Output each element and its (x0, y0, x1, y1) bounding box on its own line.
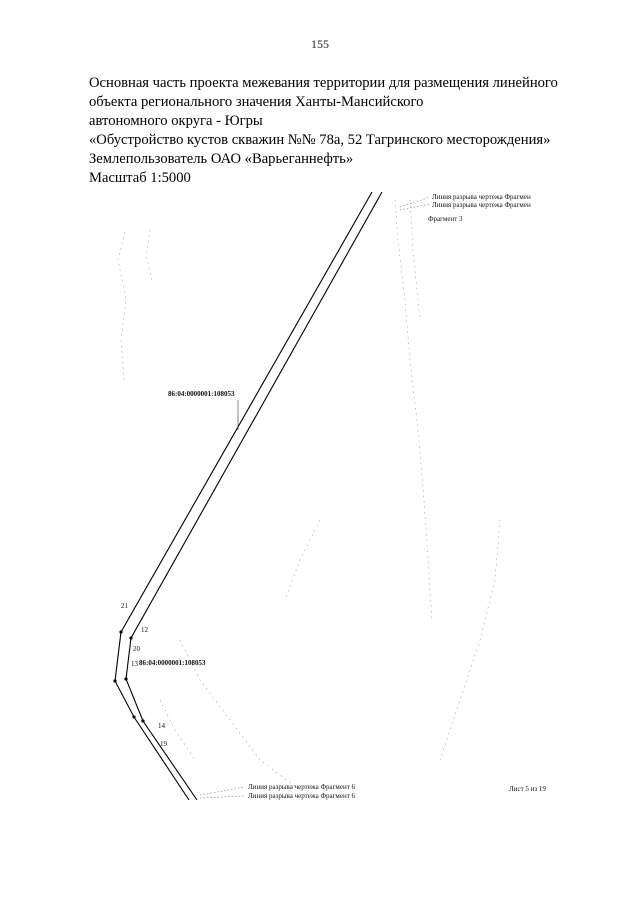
parcel-id-label-1: 86:04:0000001:108053 (168, 390, 235, 398)
point-20-marker (113, 679, 116, 682)
fragment-label: Фрагмент 3 (428, 215, 463, 223)
corridor-line-right (126, 192, 382, 800)
break-leader-bottom-2 (200, 796, 245, 798)
contour-right-1 (395, 200, 432, 620)
contour-right-3 (440, 520, 500, 760)
point-21-marker (119, 630, 122, 633)
point-14-label: 14 (158, 722, 165, 730)
point-20-label: 20 (133, 645, 140, 653)
sheet-label: Лист 5 из 19 (509, 785, 546, 793)
break-leaders (200, 197, 430, 798)
corridor-line-left (115, 192, 372, 800)
title-line-5: Землепользователь ОАО «Варьеганнефть» (89, 151, 354, 167)
point-12-marker (129, 636, 132, 639)
title-line-4: «Обустройство кустов скважин №№ 78а, 52 Тагринского месторождения» (89, 132, 551, 148)
background-contours (118, 200, 500, 790)
break-leader-bottom-1 (200, 787, 245, 795)
page-number: 155 (311, 37, 329, 51)
point-21-label: 21 (121, 602, 128, 610)
title-line-2: объекта регионального значения Ханты-Мансийского (89, 94, 424, 110)
point-19-marker (132, 715, 135, 718)
break-leader-top-1 (400, 197, 430, 207)
title-line-1: Основная часть проекта межевания территории для размещения линейного (89, 75, 558, 91)
point-13-marker (124, 677, 127, 680)
contour-right-2 (410, 200, 420, 320)
contour-left-1 (118, 232, 126, 380)
break-leader-top-2 (400, 204, 430, 210)
break-line-label-top-1: Линия разрыва чертежа Фрагмен (432, 193, 531, 201)
point-14-marker (141, 719, 144, 722)
point-13-label: 13 (131, 660, 138, 668)
title-line-6: Масштаб 1:5000 (89, 170, 191, 186)
contour-left-2 (146, 230, 152, 280)
point-19-label: 19 (160, 740, 167, 748)
break-line-label-bottom-2: Линия разрыва чертежа Фрагмент 6 (248, 792, 356, 800)
contour-mid-3 (285, 520, 320, 600)
parcel-id-label-2: 86:04:0000001:108053 (139, 659, 206, 667)
break-line-label-bottom-1: Линия разрыва чертежа Фрагмент 6 (248, 783, 356, 791)
point-12-label: 12 (141, 626, 148, 634)
title-line-3: автономного округа - Югры (89, 113, 263, 129)
contour-mid-2 (160, 700, 195, 760)
corridor-lines (115, 192, 382, 800)
break-line-label-top-2: Линия разрыва чертежа Фрагмен (432, 201, 531, 209)
